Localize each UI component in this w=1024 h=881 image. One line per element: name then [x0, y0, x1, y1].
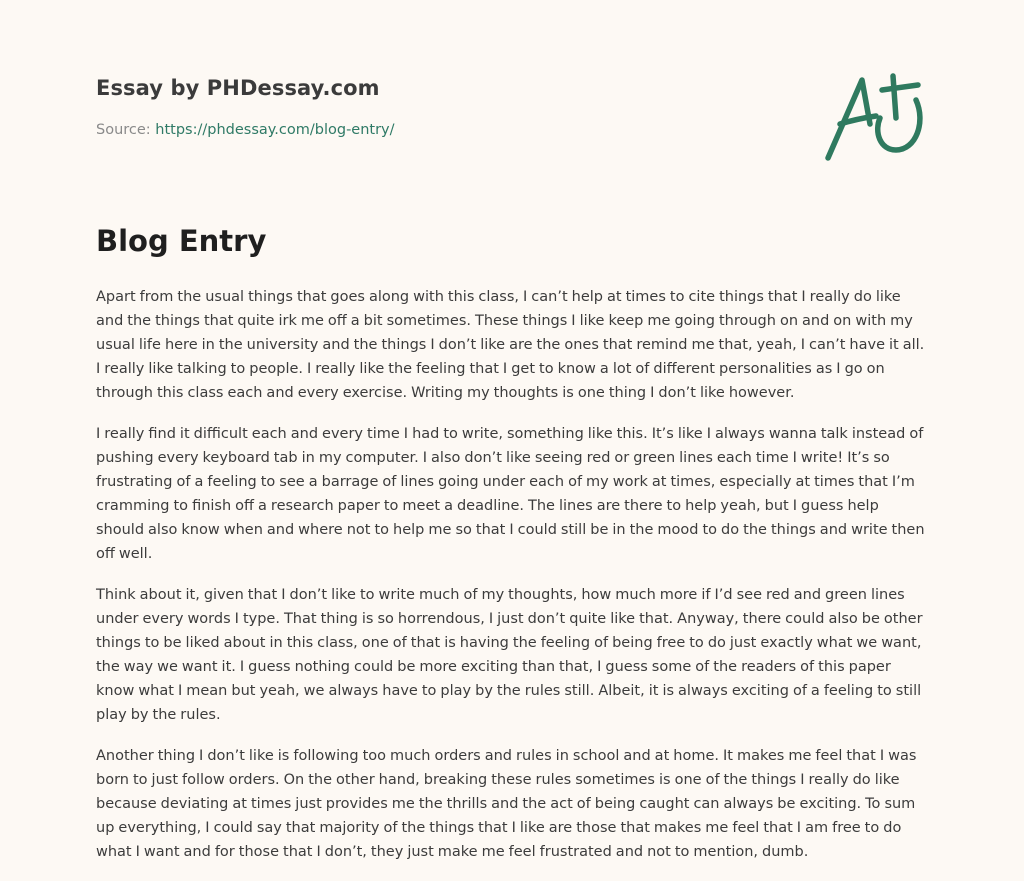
source-label: Source:	[96, 122, 151, 138]
essay-body	[96, 285, 930, 881]
essay-paragraph: Think about it, given that I don’t like to write much of my thoughts, how much more if I’d see red and green lines under every words I type. That thing is so horrendous, I just don’t quite like that. Anyway, there could also be other things to be liked about in this class, one of that is having the feeling of being free to do just exactly what we want, the way we want it. I guess nothing could be more exciting than that, I guess some of the readers of this paper know what I mean but yeah, we always have to play by the rules still. Albeit, it is always exciting of a feeling to still play by the rules.	[96, 587, 923, 723]
site-title: Essay by PHDessay.com	[96, 76, 380, 100]
a-plus-icon	[818, 66, 930, 166]
source-line	[96, 122, 796, 138]
essay-title: Blog Entry	[96, 224, 267, 258]
page-header	[96, 76, 796, 138]
essay-paragraph: Another thing I don’t like is following too much orders and rules in school and at home. It makes me feel that I was born to just follow orders. On the other hand, breaking these rules sometimes is one of the things I really do like because deviating at times just provides me the thrills and the act of being caught can always be exciting. To sum up everything, I could say that majority of the things that I like are those that makes me feel that I am free to do what I want and for those that I don’t, they just make me feel frustrated and not to mention, dumb.	[96, 748, 917, 860]
essay-paragraph: Apart from the usual things that goes along with this class, I can’t help at times to cite things that I really do like and the things that quite irk me off a bit sometimes. These things I like keep me going through on and on with my usual life here in the university and the things I don’t like are the ones that remind me that, yeah, I can’t have it all. I really like talking to people. I really like the feeling that I get to know a lot of different personalities as I go on through this class each and every exercise. Writing my thoughts is one thing I don’t like however.	[96, 289, 925, 401]
essay-paragraph: I really find it difficult each and every time I had to write, something like this. It’s like I always wanna talk instead of pushing every keyboard tab in my computer. I also don’t like seeing red or green lines each time I write! It’s so frustrating of a feeling to see a barrage of lines going under each of my work at times, especially at times that I’m cramming to finish off a research paper to meet a deadline. The lines are there to help yeah, but I guess help should also know when and where not to help me so that I could still be in the mood to do the things and write then off well.	[96, 426, 925, 562]
source-link[interactable]: https://phdessay.com/blog-entry/	[155, 122, 395, 138]
